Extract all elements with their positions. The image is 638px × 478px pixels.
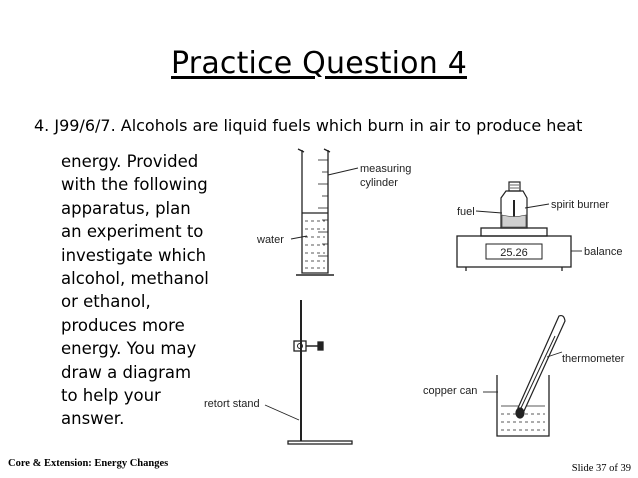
measuring-label-line2: cylinder xyxy=(360,177,398,189)
slide-number: Slide 37 of 39 xyxy=(571,463,631,474)
spirit-burner-label: spirit burner xyxy=(551,199,610,211)
footer-course-title: Core & Extension: Energy Changes xyxy=(8,458,169,469)
slide-title: Practice Question 4 xyxy=(171,46,467,81)
thermometer xyxy=(516,316,565,418)
fuel-label: fuel xyxy=(457,206,475,218)
retort-stand-label: retort stand xyxy=(204,398,260,410)
thermometer-label: thermometer xyxy=(562,353,625,365)
balance-label: balance xyxy=(584,246,623,258)
measuring-cylinder xyxy=(291,149,358,275)
question-body: energy. Provided with the following apparatus, plan an experiment to investigate which alcohol, methanol or ethanol, produces more energy. You may draw a diagram to help your answer. xyxy=(61,152,209,429)
question-line: 4. J99/6/7. Alcohols are liquid fuels which burn in air to produce heat xyxy=(34,116,583,135)
copper-can-label: copper can xyxy=(423,385,478,397)
water-label: water xyxy=(257,234,284,246)
spirit-burner xyxy=(476,182,549,228)
retort-stand xyxy=(265,300,352,444)
balance-reading: 25.26 xyxy=(500,247,528,259)
copper-can xyxy=(483,375,549,436)
measuring-label-line1: measuring xyxy=(360,163,412,175)
